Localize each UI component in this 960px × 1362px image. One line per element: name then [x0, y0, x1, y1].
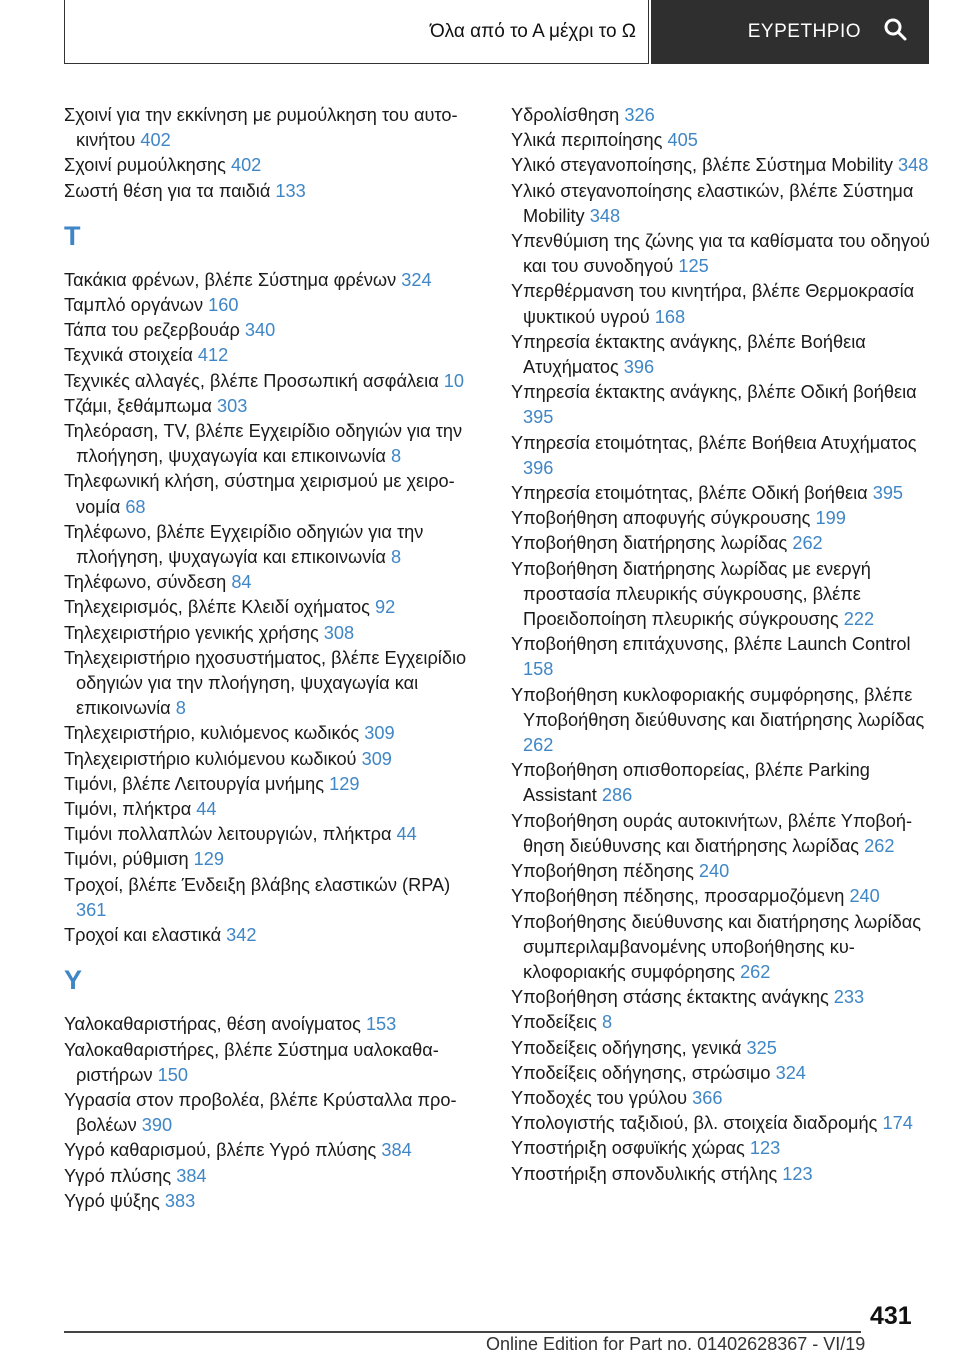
index-page-link[interactable]: 233 [833, 987, 865, 1008]
index-entry [511, 557, 931, 633]
index-page-link[interactable]: 412 [197, 345, 229, 366]
index-entry-text: Υποβοήθησης διεύθυνσης και διατήρησης λωρίδας συμπεριλαμβανομένης υποβοήθησης κυκλοφοριακής συμφόρησης [511, 911, 922, 982]
index-letter-heading: Υ [64, 965, 83, 996]
index-entry-text: Υλικό στεγανοποίησης, βλέπε Σύστημα Mobility [511, 155, 893, 176]
index-page-link[interactable]: 405 [667, 130, 698, 151]
index-page-link[interactable]: 168 [654, 306, 686, 327]
index-entry [64, 1088, 484, 1138]
index-entry [64, 179, 484, 204]
index-entry-text: Σωστή θέση για τα παιδιά [64, 180, 271, 201]
index-page-link[interactable]: 303 [216, 395, 248, 416]
tab-a-to-z[interactable] [64, 0, 649, 64]
tab-index-label: ΕΥΡΕΤΗΡΙΟ [747, 21, 861, 42]
index-page-link[interactable]: 222 [843, 609, 875, 630]
index-entry [64, 797, 484, 822]
index-entry-text: Υποβοήθηση διατήρησης λωρίδας [511, 533, 788, 554]
index-entry [511, 683, 931, 759]
index-page-link[interactable]: 123 [749, 1138, 781, 1159]
index-entry [511, 1111, 931, 1136]
index-entry-text: Τηλεχειριστήριο ηχοσυστήματος, βλέπε Εγχειρίδιο οδηγιών για την πλοήγηση, ψυχαγωγία και επικοινωνία [64, 647, 467, 719]
index-entry-text: Υπηρεσία έκτακτης ανάγκης, βλέπε Βοήθεια Ατυχήματος [511, 331, 866, 378]
index-entry [64, 621, 484, 646]
index-page-link[interactable]: 262 [792, 533, 823, 554]
index-entry [511, 1010, 931, 1035]
index-entry [64, 318, 484, 343]
index-entry-text: Υποβοήθηση πέδησης [511, 861, 694, 882]
index-entry-text: Τάπα του ρεζερβουάρ [64, 320, 240, 341]
index-entry [64, 595, 484, 620]
index-page-link[interactable]: 340 [244, 320, 276, 341]
index-page-link[interactable]: 125 [678, 256, 709, 277]
index-entry-text: Υαλοκαθαριστήρας, θέση ανοίγματος [64, 1014, 361, 1035]
index-entry-text: Τιμόνι πολλαπλών λειτουργιών, πλήκτρα [64, 824, 392, 845]
index-entry [64, 646, 484, 722]
index-entry [64, 469, 484, 519]
index-page-link[interactable]: 158 [523, 659, 554, 680]
index-page-link[interactable]: 309 [361, 748, 392, 769]
index-page-link[interactable]: 366 [692, 1087, 723, 1108]
index-entry [64, 394, 484, 419]
search-icon[interactable] [883, 17, 907, 47]
index-page-link[interactable]: 402 [140, 130, 171, 151]
index-page-link[interactable]: 395 [872, 483, 904, 504]
index-page-link[interactable]: 342 [226, 925, 257, 946]
index-entry [511, 506, 931, 531]
index-page-link[interactable]: 262 [523, 735, 554, 756]
index-entry-text: Υποδοχές του γρύλου [511, 1087, 688, 1108]
index-entry [511, 279, 931, 329]
index-entry-text: Υγρό ψύξης [64, 1190, 160, 1211]
index-page-link[interactable]: 129 [193, 849, 224, 870]
index-page-link[interactable]: 395 [523, 407, 554, 428]
index-entry-text: Σχοινί για την εκκίνηση με ρυμούλκηση του αυτοκινήτου [64, 105, 458, 151]
page-number: 431 [870, 1302, 912, 1330]
index-entry-text: Τηλέφωνο, βλέπε Εγχειρίδιο οδηγιών για την πλοήγηση, ψυχαγωγία και επικοινωνία [64, 521, 424, 568]
index-entry-text: Τηλεόραση, TV, βλέπε Εγχειρίδιο οδηγιών για την πλοήγηση, ψυχαγωγία και επικοινωνία [64, 421, 463, 467]
index-entry-text: Υποστήριξη σπονδυλικής στήλης [511, 1163, 778, 1184]
index-page-link[interactable]: 240 [698, 861, 730, 882]
index-page-link[interactable]: 390 [141, 1115, 173, 1136]
index-entry [64, 520, 484, 570]
index-entry-text: Υλικό στεγανοποίησης ελαστικών, βλέπε Σύστημα Mobility [511, 180, 914, 226]
index-entry-text: Υδρολίσθηση [511, 105, 620, 125]
index-page-link[interactable]: 396 [623, 357, 655, 378]
index-page-link[interactable]: 383 [164, 1190, 196, 1211]
index-page-link[interactable]: 324 [401, 269, 432, 290]
index-entry-text: Υγρό καθαρισμού, βλέπε Υγρό πλύσης [64, 1140, 377, 1161]
index-page-link[interactable]: 384 [381, 1140, 412, 1161]
index-entry [64, 343, 484, 368]
index-entry-text: Υαλοκαθαριστήρες, βλέπε Σύστημα υαλοκαθαριστήρων [64, 1039, 439, 1085]
index-entry [64, 1189, 484, 1214]
index-page-link[interactable]: 240 [849, 886, 880, 907]
index-entry-text: Υπολογιστής ταξιδιού, βλ. στοιχεία διαδρομής [511, 1113, 878, 1134]
index-entry-text: Υποβοήθηση πέδησης, προσαρμοζόμενη [511, 886, 845, 907]
index-entry-text: Υποδείξεις [511, 1012, 597, 1033]
index-page-link[interactable]: 402 [230, 155, 262, 176]
index-entry-text: Τιμόνι, ρύθμιση [64, 849, 189, 870]
index-entry [64, 153, 484, 178]
index-page-link[interactable]: 8 [175, 698, 186, 719]
index-entry [511, 330, 931, 380]
index-entry [511, 910, 931, 986]
index-entry-text: Υπηρεσία ετοιμότητας, βλέπε Βοήθεια Ατυχήματος [511, 432, 917, 453]
index-entry-text: Τηλέφωνο, σύνδεση [64, 572, 227, 593]
index-entry-text: Τιμόνι, πλήκτρα [64, 799, 192, 820]
tab-index[interactable] [651, 0, 929, 64]
index-page-link[interactable]: 361 [76, 899, 107, 920]
index-page-link[interactable]: 44 [196, 799, 217, 820]
index-entry [64, 721, 484, 746]
index-entry-text: Ταμπλό οργάνων [64, 295, 204, 316]
index-page-link[interactable]: 308 [323, 622, 355, 643]
index-page-link[interactable]: 384 [176, 1165, 207, 1186]
index-page-link[interactable]: 348 [898, 155, 929, 176]
index-entry [64, 369, 484, 394]
index-entry [511, 128, 931, 153]
index-entry [511, 229, 931, 279]
index-entry-text: Υποβοήθηση οπισθοπορείας, βλέπε Parking Assistant [511, 760, 870, 806]
index-page-link[interactable]: 68 [125, 496, 146, 517]
index-entry [511, 1086, 931, 1111]
index-entry-text: Υγρασία στον προβολέα, βλέπε Κρύσταλλα προβολέων [64, 1089, 457, 1136]
index-entry-text: Υποβοήθηση ουράς αυτοκινήτων, βλέπε Υποβοήθηση διεύθυνσης και διατήρησης λωρίδας [511, 810, 913, 856]
index-entry [511, 809, 931, 859]
index-entry [511, 431, 931, 481]
index-entry [64, 1138, 484, 1163]
index-page-link[interactable]: 92 [374, 597, 396, 618]
index-page-link[interactable]: 262 [740, 961, 771, 982]
index-page-link[interactable]: 309 [364, 723, 395, 744]
index-entry [64, 873, 484, 923]
index-entry-text: Τακάκια φρένων, βλέπε Σύστημα φρένων [64, 269, 397, 290]
index-entry [511, 380, 931, 430]
index-entry-text: Υποβοήθηση αποφυγής σύγκρουσης [511, 508, 811, 529]
index-entry-text: Υποβοήθηση κυκλοφοριακής συμφόρησης, βλέπε Υποβοήθηση διεύθυνσης και διατήρησης λωρίδας [511, 684, 925, 730]
index-page-link[interactable]: 8 [601, 1012, 613, 1033]
index-entry [64, 772, 484, 797]
index-entry [511, 103, 931, 128]
index-entry [511, 153, 931, 178]
index-entry [511, 481, 931, 506]
index-entry-text: Υποβοήθηση διατήρησης λωρίδας με ενεργή προστασία πλευρικής σύγκρουσης, βλέπε Προειδοποίηση πλευρικής σύγκρουσης [511, 558, 871, 630]
index-entry-text: Υποβοήθηση στάσης έκτακτης ανάγκης [511, 987, 829, 1008]
index-entry-text: Τζάμι, ξεθάμπωμα [64, 395, 212, 416]
footer-edition-text: Online Edition for Part no. 01402628367 - VI/19 [486, 1334, 866, 1354]
index-entry [511, 1136, 931, 1161]
index-entry [64, 570, 484, 595]
index-entry [64, 1012, 484, 1037]
index-entry [511, 859, 931, 884]
footer-divider [64, 1331, 861, 1333]
tab-a-to-z-label: Όλα από το Α μέχρι το Ω [429, 20, 636, 42]
index-page-link[interactable]: 348 [589, 205, 621, 226]
index-entry [511, 1162, 931, 1187]
index-entry-text: Σχοινί ρυμούλκησης [64, 155, 226, 176]
index-page-link[interactable]: 44 [396, 824, 417, 845]
index-entry-text: Τεχνικά στοιχεία [64, 345, 193, 366]
index-entry [64, 293, 484, 318]
index-entry [511, 531, 931, 556]
index-entry [64, 268, 484, 293]
index-entry-text: Τεχνικές αλλαγές, βλέπε Προσωπική ασφάλεια [64, 370, 439, 391]
index-entry-text: Τηλεχειριστήριο, κυλιόμενος κωδικός [64, 723, 360, 744]
index-column-left [64, 103, 484, 1214]
index-page-link[interactable]: 129 [329, 773, 360, 794]
index-page-link[interactable]: 8 [390, 547, 402, 568]
index-entry [511, 179, 931, 229]
index-page-link[interactable]: 262 [864, 835, 895, 856]
index-entry [64, 747, 484, 772]
index-entry-text: Υποστήριξη οσφυϊκής χώρας [511, 1138, 745, 1159]
index-entry-text: Τηλεφωνική κλήση, σύστημα χειρισμού με χειρονομία [64, 471, 455, 517]
index-entry-text: Υλικά περιποίησης [511, 130, 663, 151]
index-entry [64, 822, 484, 847]
index-entry-text: Υποβοήθηση επιτάχυνσης, βλέπε Launch Control [511, 634, 911, 655]
index-page-link[interactable]: 123 [782, 1163, 813, 1184]
index-entry [511, 1061, 931, 1086]
index-entry-text: Τηλεχειριστήριο γενικής χρήσης [64, 622, 319, 643]
index-page-link[interactable]: 160 [208, 295, 239, 316]
index-entry-text: Υγρό πλύσης [64, 1165, 172, 1186]
index-page-link[interactable]: 10 [443, 370, 465, 391]
index-letter-heading: Τ [64, 220, 81, 251]
index-page-link[interactable]: 325 [746, 1037, 777, 1058]
index-page-link[interactable]: 84 [231, 572, 252, 593]
index-entry [511, 985, 931, 1010]
index-entry-text: Υπηρεσία ετοιμότητας, βλέπε Οδική βοήθεια [511, 483, 868, 504]
index-page-link[interactable]: 8 [390, 446, 402, 467]
index-page-link[interactable]: 326 [624, 105, 655, 125]
index-entry-text: Υπηρεσία έκτακτης ανάγκης, βλέπε Οδική βοήθεια [511, 382, 917, 403]
index-entry [511, 884, 931, 909]
index-entry [511, 632, 931, 682]
index-entry-text: Τηλεχειρισμός, βλέπε Κλειδί οχήματος [64, 597, 370, 618]
index-page-link[interactable]: 153 [365, 1014, 397, 1035]
index-entry [511, 1036, 931, 1061]
index-page-link[interactable]: 286 [601, 785, 633, 806]
index-page-link[interactable]: 150 [157, 1064, 188, 1085]
index-entry-text: Τιμόνι, βλέπε Λειτουργία μνήμης [64, 773, 325, 794]
index-entry-text: Τηλεχειριστήριο κυλιόμενου κωδικού [64, 748, 357, 769]
index-entry-text: Τροχοί και ελαστικά [64, 925, 222, 946]
index-page-link[interactable]: 396 [523, 457, 554, 478]
index-page-link[interactable]: 199 [815, 508, 846, 529]
index-entry [64, 103, 484, 153]
index-page-link[interactable]: 324 [775, 1062, 806, 1083]
index-entry [511, 758, 931, 808]
index-entry-text: Υπενθύμιση της ζώνης για τα καθίσματα του οδηγού και του συνοδηγού [511, 231, 931, 277]
index-page-link[interactable]: 174 [882, 1113, 913, 1134]
index-entry [64, 847, 484, 872]
index-entry [64, 419, 484, 469]
index-page-link[interactable]: 133 [275, 180, 306, 201]
top-navigation [64, 0, 929, 64]
index-entry [64, 1038, 484, 1088]
index-entry-text: Υπερθέρμανση του κινητήρα, βλέπε Θερμοκρασία ψυκτικού υγρού [511, 281, 915, 327]
index-column-right [511, 103, 931, 1187]
index-entry-text: Υποδείξεις οδήγησης, στρώσιμο [511, 1062, 771, 1083]
index-entry-text: Τροχοί, βλέπε Ένδειξη βλάβης ελαστικών (RPA) [64, 874, 451, 895]
index-entry-text: Υποδείξεις οδήγησης, γενικά [511, 1037, 742, 1058]
index-entry [64, 1164, 484, 1189]
index-entry [64, 923, 484, 948]
